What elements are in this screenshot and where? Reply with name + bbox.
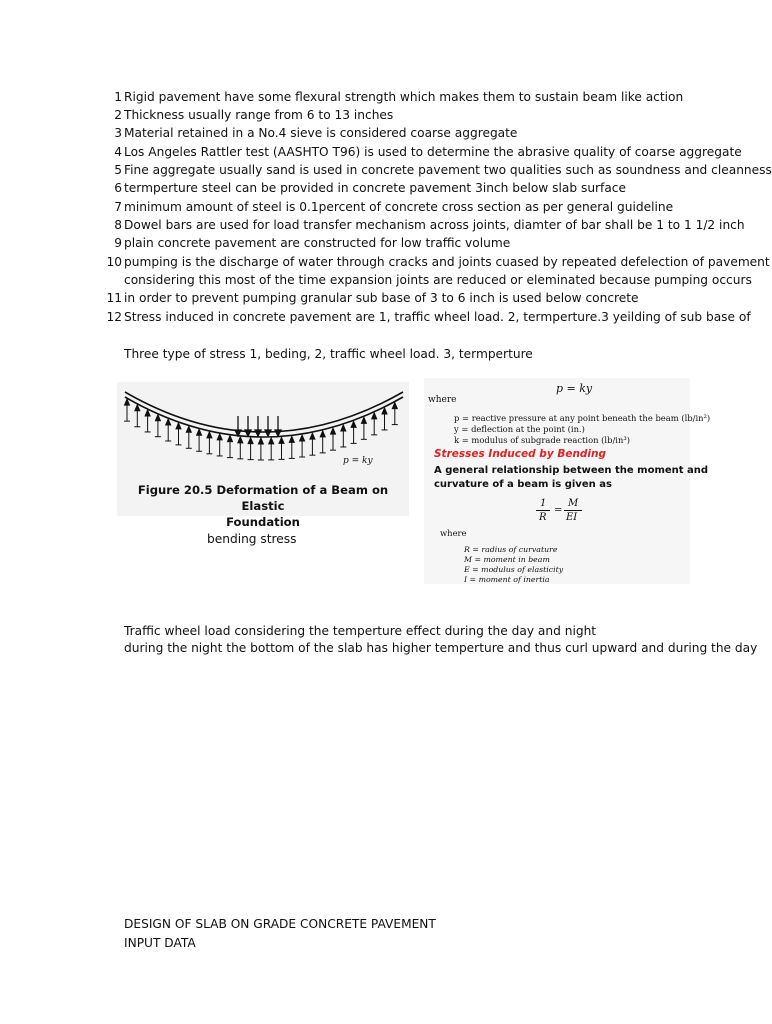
traffic-line-1: Traffic wheel load considering the temperture effect during the day and night xyxy=(124,624,597,638)
fraction-bar xyxy=(536,510,550,511)
design-title: DESIGN OF SLAB ON GRADE CONCRETE PAVEMENT xyxy=(124,917,436,931)
list-text: Material retained in a No.4 sieve is considered coarse aggregate xyxy=(124,126,518,140)
list-number: 10 xyxy=(106,255,122,269)
input-data-heading: INPUT DATA xyxy=(124,936,196,950)
definition-y: y = deflection at the point (in.) xyxy=(454,424,585,434)
reaction-arrowhead xyxy=(320,431,325,437)
list-item xyxy=(0,125,768,141)
reaction-arrowhead xyxy=(258,438,263,444)
reaction-arrowhead xyxy=(135,405,140,411)
beam-elastic-foundation-figure xyxy=(117,382,409,529)
traffic-line-2: during the night the bottom of the slab has higher temperture and thus curl upward and during the day xyxy=(124,641,758,655)
list-number: 1 xyxy=(114,90,122,104)
list-number: 5 xyxy=(114,163,122,177)
reaction-arrowhead xyxy=(341,425,346,431)
fraction-bar xyxy=(564,510,582,511)
reaction-arrowhead xyxy=(310,433,315,439)
list-item xyxy=(0,107,768,123)
equals-sign: = xyxy=(554,505,563,516)
list-text: considering this most of the time expansion joints are reduced or eleminated because pumping occurs xyxy=(124,273,752,287)
fraction-denominator: EI xyxy=(566,512,578,523)
reaction-arrowhead xyxy=(331,428,336,434)
list-item xyxy=(0,217,768,233)
bold-statement-line: A general relationship between the moment and xyxy=(434,465,709,476)
definition-p: p = reactive pressure at any point beneath the beam (lb/in²) xyxy=(454,413,711,423)
list-item xyxy=(0,235,768,251)
definition-i: I = moment of inertia xyxy=(464,575,550,584)
reaction-arrowhead xyxy=(269,438,274,444)
three-types-text: Three type of stress 1, beding, 2, traffic wheel load. 3, termperture xyxy=(124,347,533,361)
reaction-arrowhead xyxy=(351,421,356,427)
list-text: Rigid pavement have some flexural strength which makes them to sustain beam like action xyxy=(124,90,684,104)
equation-p-ky: p = ky xyxy=(556,382,593,395)
figure-caption-line: Foundation xyxy=(226,515,300,529)
reaction-arrowhead xyxy=(300,435,305,441)
reaction-arrowhead xyxy=(238,437,243,443)
list-item xyxy=(0,180,768,196)
reaction-arrowhead xyxy=(372,413,377,419)
list-text: Los Angeles Rattler test (AASHTO T96) is used to determine the abrasive quality of coarse aggregate xyxy=(124,145,742,159)
fraction-numerator: 1 xyxy=(540,498,547,509)
list-number: 4 xyxy=(114,145,122,159)
list-number: 8 xyxy=(114,218,122,232)
list-text: Dowel bars are used for load transfer mechanism across joints, diamter of bar shall be 1 to 1 1/2 inch xyxy=(124,218,745,232)
list-text: in order to prevent pumping granular sub base of 3 to 6 inch is used below concrete xyxy=(124,291,639,305)
definition-r: R = radius of curvature xyxy=(464,545,558,554)
reaction-arrowhead xyxy=(289,436,294,442)
list-text: minimum amount of steel is 0.1percent of concrete cross section as per general guideline xyxy=(124,200,674,214)
reaction-arrowhead xyxy=(166,419,171,425)
list-text: Thickness usually range from 6 to 13 inches xyxy=(124,108,394,122)
list-number: 9 xyxy=(114,236,122,250)
bending-stress-formulas-figure xyxy=(424,378,711,584)
list-text: termperture steel can be provided in concrete pavement 3inch below slab surface xyxy=(124,181,627,195)
list-text: pumping is the discharge of water through cracks and joints cuased by repeated defelection of pavement xyxy=(124,255,770,269)
reaction-arrowhead xyxy=(392,403,397,409)
reaction-arrowhead xyxy=(186,426,191,432)
list-number: 12 xyxy=(106,310,122,324)
fraction-numerator: M xyxy=(568,498,579,509)
figure-caption-line: Figure 20.5 Deformation of a Beam on Elastic xyxy=(137,483,389,513)
reaction-arrowhead xyxy=(217,434,222,440)
where-label: where xyxy=(428,395,457,405)
list-item xyxy=(0,162,772,178)
definition-e: E = modulus of elasticity xyxy=(464,565,564,574)
reaction-arrowhead xyxy=(382,408,387,414)
figure-caption xyxy=(117,482,409,530)
bending-stress-label: bending stress xyxy=(207,532,297,546)
reaction-arrowhead xyxy=(176,423,181,429)
list-item xyxy=(0,89,768,105)
list-item xyxy=(0,309,768,325)
reaction-arrowhead xyxy=(145,410,150,416)
list-text: plain concrete pavement are constructed for low traffic volume xyxy=(124,236,511,250)
list-item xyxy=(0,254,768,270)
reaction-arrowhead xyxy=(197,429,202,435)
red-heading: Stresses Induced by Bending xyxy=(434,448,607,460)
reaction-arrowhead xyxy=(361,417,366,423)
list-number: 11 xyxy=(106,291,122,305)
reaction-arrowhead xyxy=(279,437,284,443)
list-item xyxy=(0,144,768,160)
list-number: 2 xyxy=(114,108,122,122)
reaction-arrowhead xyxy=(207,432,212,438)
list-item xyxy=(0,199,768,215)
list-number: 3 xyxy=(114,126,122,140)
reaction-arrowhead xyxy=(248,438,253,444)
definition-k: k = modulus of subgrade reaction (lb/in³) xyxy=(454,435,630,445)
fraction-denominator: R xyxy=(539,512,547,523)
definition-m: M = moment in beam xyxy=(464,555,550,564)
list-text: Fine aggregate usually sand is used in concrete pavement two qualities such as soundness and cleanness xyxy=(124,163,772,177)
bold-statement-line: curvature of a beam is given as xyxy=(434,479,612,490)
list-number: 6 xyxy=(114,181,122,195)
list-item xyxy=(0,290,768,306)
list-item xyxy=(0,272,768,288)
pressure-label: p = ky xyxy=(343,456,373,466)
where-label: where xyxy=(440,528,467,538)
reaction-arrowhead xyxy=(228,436,233,442)
reaction-arrowhead xyxy=(155,415,160,421)
list-number: 7 xyxy=(114,200,122,214)
list-text: Stress induced in concrete pavement are 1, traffic wheel load. 2, termperture.3 yeilding of sub base of xyxy=(124,310,751,324)
